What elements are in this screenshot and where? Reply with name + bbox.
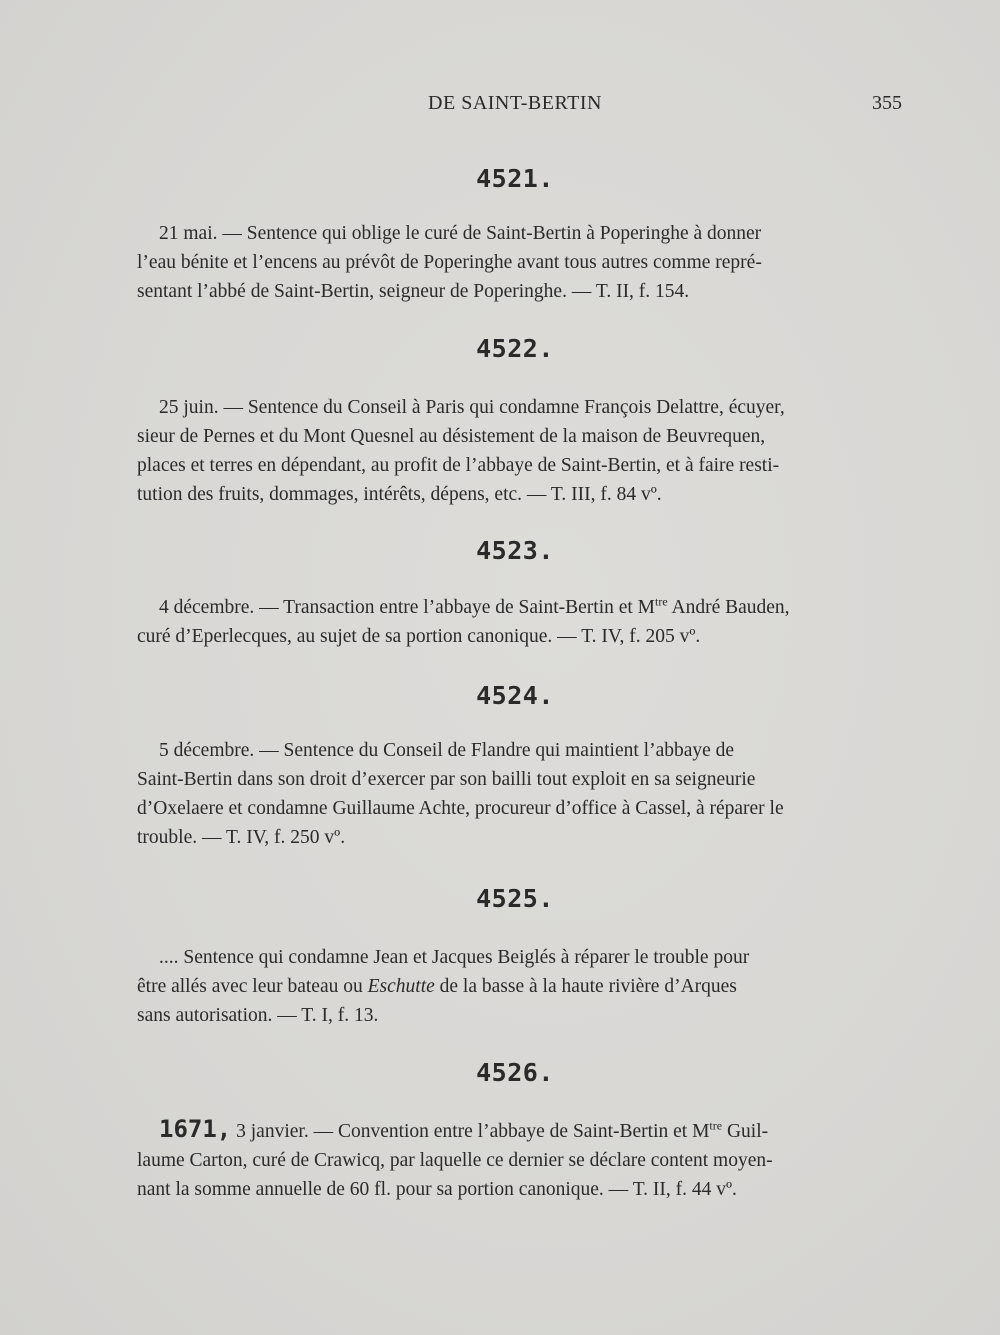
entry-line: curé d’Eperlecques, au sujet de sa portion canonique. — T. IV, f. 205 vº. [137, 626, 701, 647]
entry-number-4521: 4521. [476, 164, 554, 193]
entry-text-4521 [137, 219, 897, 306]
entry-line: sans autorisation. — T. I, f. 13. [137, 1005, 379, 1026]
entry-line: être allés avec leur bateau ou Eschutte de la basse à la haute rivière d’Arques [137, 976, 737, 997]
entry-number-4522: 4522. [476, 334, 554, 363]
superscript: tre [709, 1118, 723, 1133]
entry-text-4523 [137, 593, 897, 651]
entry-number-4526: 4526. [476, 1058, 554, 1087]
italic-term: Eschutte [367, 976, 435, 997]
entry-text-4525 [137, 943, 897, 1030]
entry-number-4524: 4524. [476, 681, 554, 710]
entry-line: nant la somme annuelle de 60 fl. pour sa portion canonique. — T. II, f. 44 vº. [137, 1179, 737, 1200]
entry-number-4523: 4523. [476, 536, 554, 565]
entry-line: sieur de Pernes et du Mont Quesnel au désistement de la maison de Beuvrequen, [137, 426, 766, 447]
entry-number-4525: 4525. [476, 884, 554, 913]
running-title: DE SAINT-BERTIN [428, 92, 602, 114]
year-heading: 1671, [159, 1115, 232, 1143]
entry-line: 4 décembre. — Transaction entre l’abbaye de Saint-Bertin et $M^{tre}$ André Bauden, [159, 594, 790, 618]
entry-line: .... Sentence qui condamne Jean et Jacques Beiglés à réparer le trouble pour [159, 947, 750, 968]
entry-line: Saint-Bertin dans son droit d’exercer par son bailli tout exploit en sa seigneurie [137, 769, 756, 790]
entry-line: sentant l’abbé de Saint-Bertin, seigneur de Poperinghe. — T. II, f. 154. [137, 281, 690, 302]
entry-line: tution des fruits, dommages, intérêts, dépens, etc. — T. III, f. 84 vº. [137, 484, 662, 505]
entry-line: d’Oxelaere et condamne Guillaume Achte, procureur d’office à Cassel, à réparer le [137, 798, 784, 819]
entry-text-4522 [137, 393, 897, 509]
superscript: tre [655, 594, 668, 609]
entry-line: 25 juin. — Sentence du Conseil à Paris qui condamne François Delattre, écuyer, [159, 397, 785, 418]
page-number: 355 [872, 92, 902, 114]
entry-line: places et terres en dépendant, au profit de l’abbaye de Saint-Bertin, et à faire resti- [137, 455, 780, 476]
entry-line: trouble. — T. IV, f. 250 vº. [137, 827, 346, 848]
entry-line: l’eau bénite et l’encens au prévôt de Poperinghe avant tous autres comme repré- [137, 252, 762, 273]
entry-line: 1671, 3 janvier. — Convention entre l’abbaye de Saint-Bertin et $M^{tre}$ Guil- [159, 1115, 769, 1143]
entry-text-4526 [137, 1115, 897, 1204]
entry-line: laume Carton, curé de Crawicq, par laquelle ce dernier se déclare content moyen- [137, 1150, 773, 1171]
entry-text-4524 [137, 736, 897, 852]
entry-line: 5 décembre. — Sentence du Conseil de Flandre qui maintient l’abbaye de [159, 740, 735, 761]
entry-line: 21 mai. — Sentence qui oblige le curé de Saint-Bertin à Poperinghe à donner [159, 223, 762, 244]
